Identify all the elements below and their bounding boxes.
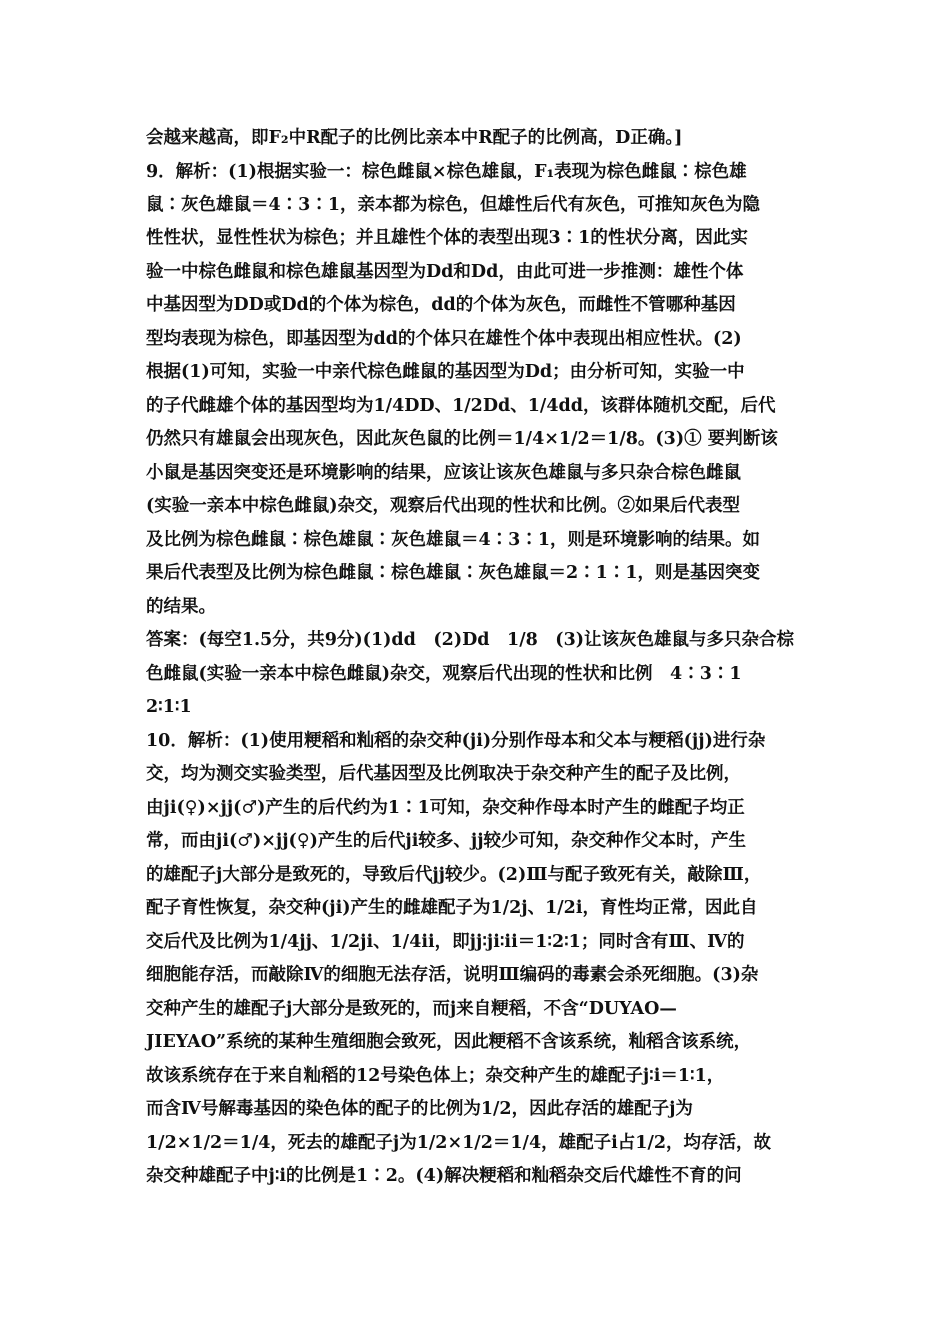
- answer-line: 答案：(每空1.5分，共9分)(1)dd (2)Dd 1/8 (3)让该灰色雄鼠与多只杂合棕: [146, 630, 795, 650]
- text-line: 的结果。: [146, 597, 216, 617]
- text-line: 细胞能存活，而敲除Ⅳ的细胞无法存活，说明Ⅲ编码的毒素会杀死细胞。(3)杂: [146, 965, 759, 985]
- text-line: 果后代表型及比例为棕色雌鼠∶棕色雄鼠∶灰色雄鼠＝2∶1∶1，则是基因突变: [146, 563, 761, 583]
- text-line: 性性状，显性性状为棕色；并且雄性个体的表型出现3∶1的性状分离，因此实: [146, 228, 748, 248]
- text-line: 验一中棕色雌鼠和棕色雄鼠基因型为Dd和Dd，由此可进一步推测：雄性个体: [146, 262, 744, 282]
- text-line: JIEYAO”系统的某种生殖细胞会致死，因此粳稻不含该系统，籼稻含该系统，: [146, 1032, 752, 1052]
- text-line: 9．解析：(1)根据实验一：棕色雌鼠×棕色雄鼠，F₁表现为棕色雌鼠∶棕色雄: [146, 162, 747, 182]
- text-line: 10．解析：(1)使用粳稻和籼稻的杂交种(ji)分别作母本和父本与粳稻(jj)进行杂: [146, 731, 766, 751]
- text-line: 交种产生的雄配子j大部分是致死的，而j来自粳稻，不含“DUYAO—: [146, 999, 677, 1019]
- text-line: 而含Ⅳ号解毒基因的染色体的配子的比例为1/2，因此存活的雄配子j为: [146, 1099, 693, 1119]
- text-line: 鼠∶灰色雄鼠＝4∶3∶1，亲本都为棕色，但雄性后代有灰色，可推知灰色为隐: [146, 195, 761, 215]
- text-line: 会越来越高，即F₂中R配子的比例比亲本中R配子的比例高，D正确。]: [146, 128, 683, 148]
- text-line: 常，而由ji(♂)×jj(♀)产生的后代ji较多、jj较少可知，杂交种作父本时，产生: [146, 831, 747, 851]
- text-line: 根据(1)可知，实验一中亲代棕色雌鼠的基因型为Dd；由分析可知，实验一中: [146, 362, 745, 382]
- text-line: 仍然只有雄鼠会出现灰色，因此灰色鼠的比例＝1/4×1/2＝1/8。(3)① 要判断该: [146, 429, 778, 449]
- text-line: 及比例为棕色雌鼠∶棕色雄鼠∶灰色雄鼠＝4∶3∶1，则是环境影响的结果。如: [146, 530, 761, 550]
- answer-line: 2∶1∶1: [146, 697, 192, 717]
- text-line: 交后代及比例为1/4jj、1/2ji、1/4ii，即jj∶ji∶ii＝1∶2∶1；同时含有Ⅲ、Ⅳ的: [146, 932, 745, 952]
- text-line: 故该系统存在于来自籼稻的12号染色体上；杂交种产生的雄配子j∶i＝1∶1，: [146, 1066, 725, 1086]
- text-line: 型均表现为棕色，即基因型为dd的个体只在雄性个体中表现出相应性状。(2): [146, 329, 742, 349]
- text-line: 的雄配子j大部分是致死的，导致后代jj较少。(2)Ⅲ与配子致死有关，敲除Ⅲ，: [146, 865, 762, 885]
- text-line: 小鼠是基因突变还是环境影响的结果，应该让该灰色雄鼠与多只杂合棕色雌鼠: [146, 463, 741, 483]
- text-line: 杂交种雄配子中j∶i的比例是1∶2。(4)解决粳稻和籼稻杂交后代雄性不育的问: [146, 1166, 742, 1186]
- text-line: 的子代雌雄个体的基因型均为1/4DD、1/2Dd、1/4dd，该群体随机交配，后代: [146, 396, 776, 416]
- answer-line: 色雌鼠(实验一亲本中棕色雌鼠)杂交，观察后代出现的性状和比例 4∶3∶1: [146, 664, 742, 684]
- text-line: 配子育性恢复，杂交种(ji)产生的雌雄配子为1/2j、1/2i，育性均正常，因此自: [146, 898, 758, 918]
- text-line: (实验一亲本中棕色雌鼠)杂交，观察后代出现的性状和比例。②如果后代表型: [146, 496, 741, 516]
- text-line: 1/2×1/2＝1/4，死去的雄配子j为1/2×1/2＝1/4，雄配子i占1/2，均存活，故: [146, 1133, 772, 1153]
- text-line: 交，均为测交实验类型，后代基因型及比例取决于杂交种产生的配子及比例，: [146, 764, 741, 784]
- text-line: 中基因型为DD或Dd的个体为棕色，dd的个体为灰色，而雌性不管哪种基因: [146, 295, 736, 315]
- text-line: 由ji(♀)×jj(♂)产生的后代约为1∶1可知，杂交种作母本时产生的雌配子均正: [146, 798, 745, 818]
